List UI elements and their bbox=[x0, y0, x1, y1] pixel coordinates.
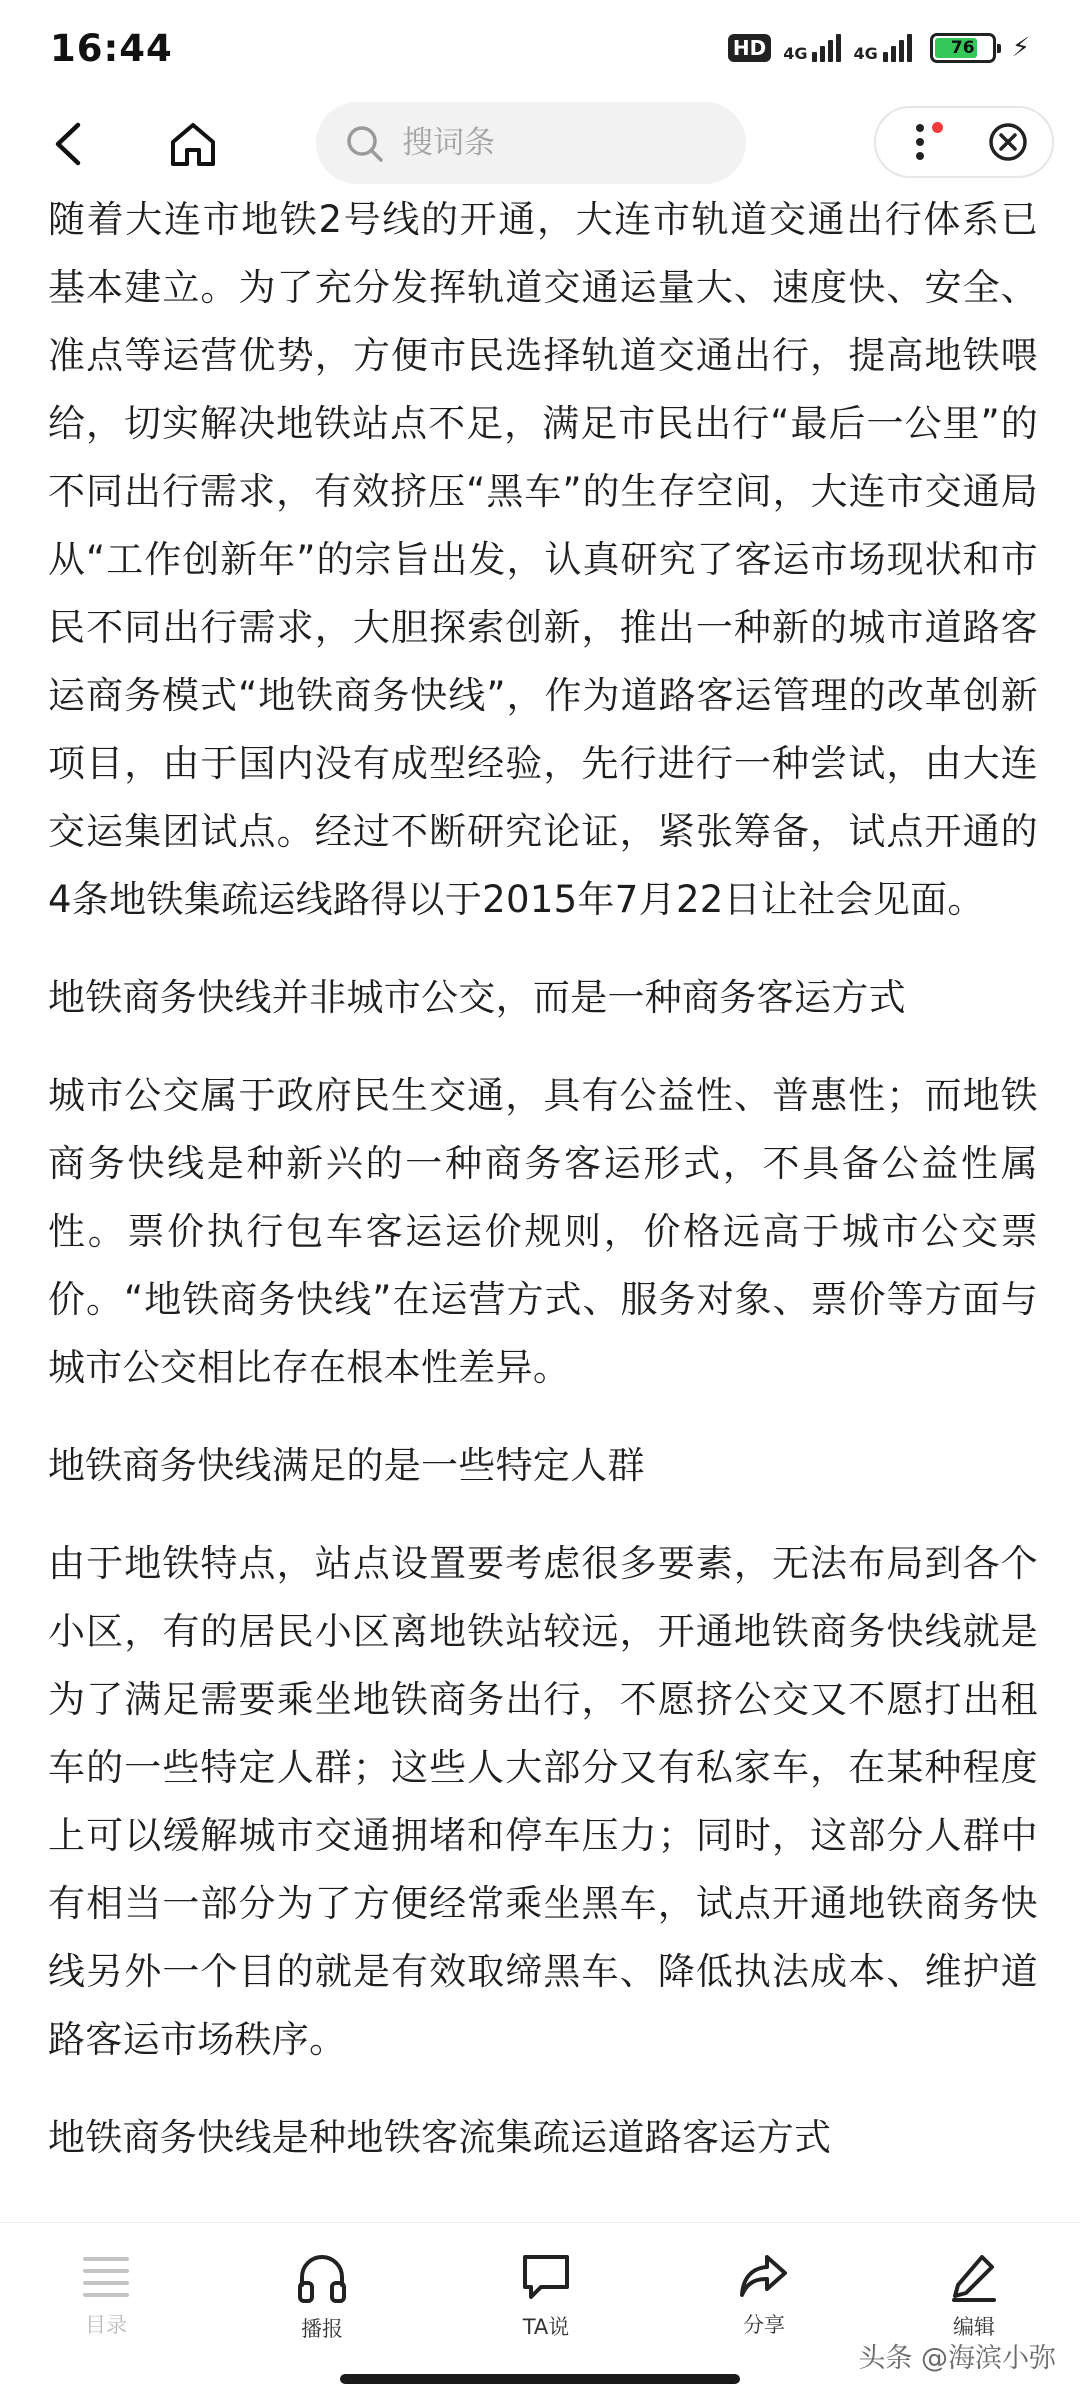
tab-label: 编辑 bbox=[953, 2315, 995, 2339]
article-paragraph: 由于地铁特点，站点设置要考虑很多要素，无法布局到各个小区，有的居民小区离地铁站较远，开通地铁商务快线就是为了满足需要乘坐地铁商务出行，不愿挤公交又不愿打出租车的一些特定人群；这些人大部分又有私家车，在某种程度上可以缓解城市交通拥堵和停车压力；同时，这部分人群中有相当一部分为了方便经常乘坐黑车，试点开通地铁商务快线另外一个目的就是有效取缔黑车、降低执法成本、维护道路客运市场秩序。 bbox=[48, 1542, 1038, 2061]
top-nav bbox=[0, 96, 1080, 192]
signal-icon bbox=[783, 34, 841, 62]
section-heading: 地铁商务快线满足的是一些特定人群 bbox=[48, 1444, 645, 1487]
tab-label: 播报 bbox=[301, 2317, 343, 2341]
search-icon bbox=[344, 123, 384, 163]
close-icon bbox=[987, 121, 1029, 163]
signal-bar bbox=[812, 52, 817, 62]
signal-bar bbox=[820, 46, 825, 62]
battery-level: 76 bbox=[950, 38, 975, 58]
list-icon bbox=[79, 2251, 133, 2301]
back-button[interactable] bbox=[40, 114, 100, 174]
status-icons bbox=[728, 33, 1030, 63]
tab-catalog[interactable] bbox=[36, 2251, 176, 2361]
signal-bar bbox=[828, 40, 833, 62]
signal-bar bbox=[883, 52, 888, 62]
close-button[interactable] bbox=[964, 108, 1052, 176]
tab-label: 目录 bbox=[85, 2313, 127, 2337]
search-box[interactable] bbox=[316, 102, 746, 184]
notification-dot bbox=[932, 122, 943, 133]
section-heading: 地铁商务快线并非城市公交，而是一种商务客运方式 bbox=[48, 976, 906, 1019]
network-type-2: 4G bbox=[853, 44, 878, 63]
status-time: 16:44 bbox=[50, 26, 173, 70]
hd-icon: HD bbox=[728, 34, 771, 62]
signal-bar bbox=[899, 40, 904, 62]
signal-bar bbox=[891, 46, 896, 62]
tab-broadcast[interactable] bbox=[252, 2251, 392, 2361]
signal-bar bbox=[836, 34, 841, 62]
mini-program-capsule bbox=[874, 106, 1054, 178]
tab-label: 分享 bbox=[743, 2313, 785, 2337]
network-type-1: 4G bbox=[783, 44, 808, 63]
home-indicator[interactable] bbox=[340, 2374, 740, 2384]
charging-icon: ⚡ bbox=[1011, 33, 1030, 63]
back-icon bbox=[50, 121, 90, 167]
tab-label: TA说 bbox=[522, 2315, 570, 2339]
article-body bbox=[48, 186, 1038, 2222]
comment-icon bbox=[519, 2251, 573, 2303]
status-bar bbox=[0, 0, 1080, 96]
more-button[interactable] bbox=[876, 108, 964, 176]
headphones-icon bbox=[294, 2251, 350, 2305]
article-paragraph: 随着大连市地铁2号线的开通，大连市轨道交通出行体系已基本建立。为了充分发挥轨道交通运量大、速度快、安全、准点等运营优势，方便市民选择轨道交通出行，提高地铁喂给，切实解决地铁站点不足，满足市民出行“最后一公里”的不同出行需求，有效挤压“黑车”的生存空间，大连市交通局从“工作创新年”的宗旨出发，认真研究了客运市场现状和市民不同出行需求，大胆探索创新，推出一种新的城市道路客运商务模式“地铁商务快线”，作为道路客运管理的改革创新项目，由于国内没有成型经验，先行进行一种尝试，由大连交运集团试点。经过不断研究论证，紧张筹备，试点开通的4条地铁集疏运线路得以于2015年7月22日让社会见面。 bbox=[48, 198, 1038, 921]
section-heading: 地铁商务快线是种地铁客流集疏运道路客运方式 bbox=[48, 2116, 832, 2159]
edit-icon bbox=[948, 2251, 1000, 2303]
home-icon bbox=[168, 120, 218, 168]
share-icon bbox=[737, 2251, 791, 2301]
watermark: 头条 @海滨小弥 bbox=[858, 2343, 1056, 2374]
signal-icon-2 bbox=[853, 34, 911, 62]
tab-comments[interactable] bbox=[476, 2251, 616, 2361]
signal-bar bbox=[907, 34, 912, 62]
battery-icon bbox=[930, 33, 996, 63]
search-input[interactable] bbox=[402, 125, 722, 161]
home-button[interactable] bbox=[160, 114, 226, 174]
tab-share[interactable] bbox=[694, 2251, 834, 2361]
article-paragraph: 城市公交属于政府民生交通，具有公益性、普惠性；而地铁商务快线是种新兴的一种商务客运形式，不具备公益性属性。票价执行包车客运运价规则，价格远高于城市公交票价。“地铁商务快线”在运营方式、服务对象、票价等方面与城市公交相比存在根本性差异。 bbox=[48, 1074, 1038, 1389]
more-icon bbox=[914, 122, 926, 162]
